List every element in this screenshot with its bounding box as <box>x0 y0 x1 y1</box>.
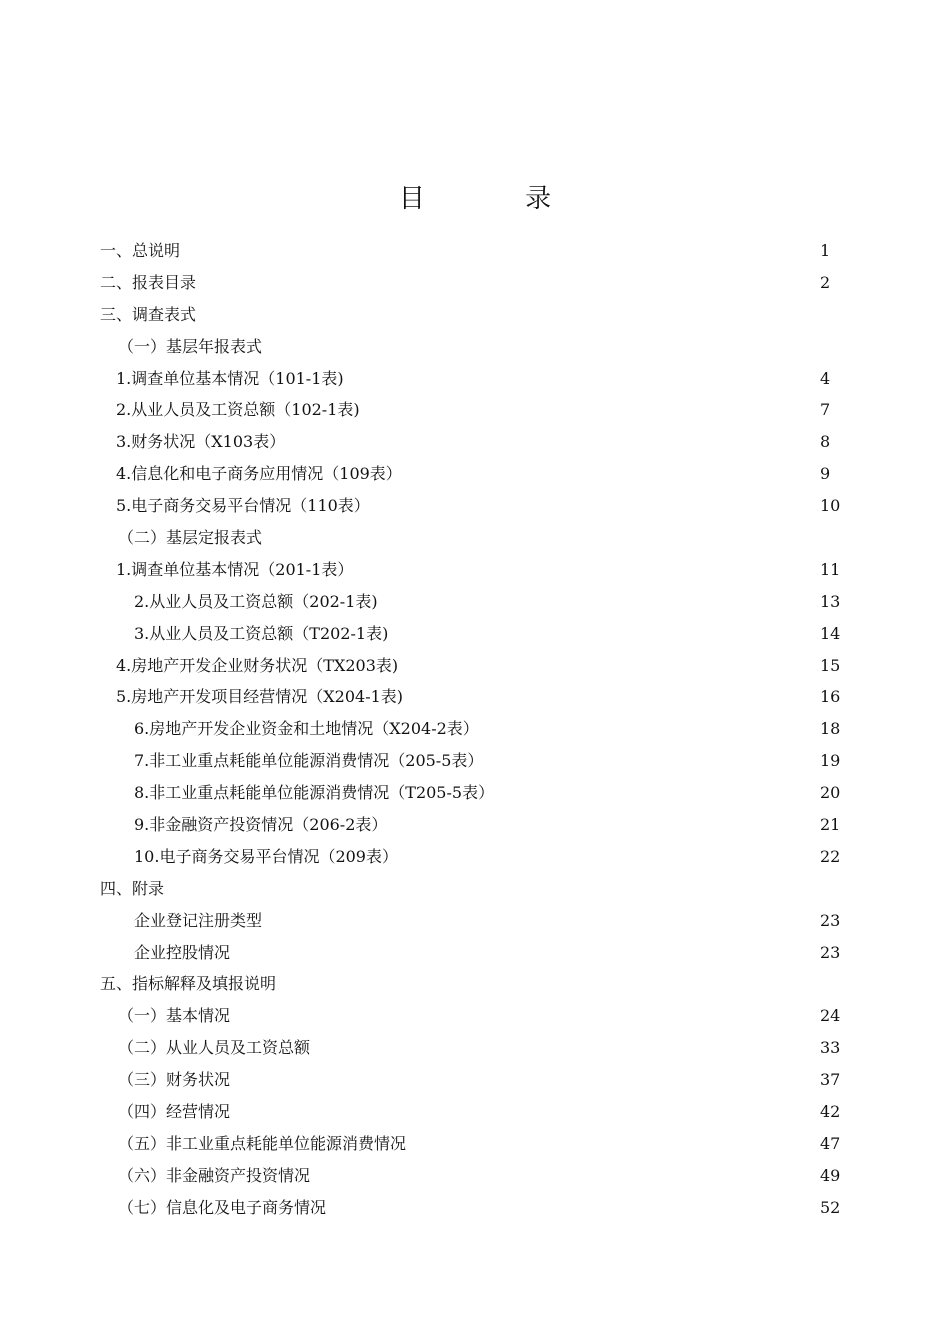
toc-entry[interactable] <box>0 522 950 554</box>
toc-entry-page-number: 15 <box>820 655 841 675</box>
toc-entry-page-number: 23 <box>820 942 841 962</box>
toc-entry-page-number: 1 <box>820 241 831 260</box>
toc-entry-label: 6.房地产开发企业资金和土地情况（X204-2表） <box>134 719 479 739</box>
toc-entry-label: 1.调查单位基本情况（101-1表) <box>116 368 344 388</box>
toc-entry[interactable] <box>0 681 950 713</box>
toc-entry-page-number: 20 <box>820 783 841 803</box>
toc-entry[interactable] <box>0 1032 950 1064</box>
toc-entry[interactable] <box>0 1000 950 1032</box>
toc-entry-page-number: 8 <box>820 432 831 452</box>
toc-entry[interactable] <box>0 363 950 395</box>
toc-entry-page-number: 7 <box>820 400 831 420</box>
toc-entry[interactable] <box>0 745 950 777</box>
toc-entry-label: 8.非工业重点耗能单位能源消费情况（T205-5表） <box>134 783 495 803</box>
toc-entry-label: 四、附录 <box>100 878 165 898</box>
toc-entry-page-number: 33 <box>820 1038 841 1058</box>
toc-entry[interactable] <box>0 1128 950 1160</box>
toc-entry-label: 企业登记注册类型 <box>134 910 263 930</box>
toc-entry[interactable] <box>0 618 950 650</box>
toc-entry-label: 5.电子商务交易平台情况（110表） <box>116 496 370 516</box>
toc-entry-page-number: 9 <box>820 464 831 484</box>
toc-entry-label: （三）财务状况 <box>118 1070 231 1090</box>
page-title: 目 录 <box>398 184 598 214</box>
toc-entry-label: 4.房地产开发企业财务状况（TX203表) <box>116 655 399 675</box>
toc-entry-label: 2.从业人员及工资总额（102-1表) <box>116 400 360 420</box>
toc-entry-page-number: 47 <box>820 1133 841 1153</box>
toc-entry-label: 五、指标解释及填报说明 <box>100 974 277 994</box>
toc-entry-label: 4.信息化和电子商务应用情况（109表） <box>116 464 402 484</box>
toc-entry-label: （二）基层定报表式 <box>118 528 263 548</box>
toc-entry-label: 一、总说明 <box>100 241 181 260</box>
toc-entry-label: （二）从业人员及工资总额 <box>118 1038 311 1058</box>
toc-entry-label: 2.从业人员及工资总额（202-1表) <box>134 591 378 611</box>
toc-entry-page-number: 10 <box>820 496 841 516</box>
toc-entry[interactable] <box>0 586 950 618</box>
toc-entry[interactable] <box>0 1160 950 1192</box>
toc-entry-page-number: 24 <box>820 1006 841 1026</box>
toc-entry-page-number: 22 <box>820 846 841 866</box>
toc-entry[interactable] <box>0 713 950 745</box>
toc-entry-page-number: 23 <box>820 910 841 930</box>
toc-entry[interactable] <box>0 968 950 1000</box>
toc-entry-page-number: 49 <box>820 1165 841 1185</box>
toc-entry-label: 3.财务状况（X103表） <box>116 432 286 452</box>
toc-entry-label: （一）基层年报表式 <box>118 336 263 356</box>
toc-entry[interactable] <box>0 841 950 873</box>
toc-entry[interactable] <box>0 331 950 363</box>
toc-entry[interactable] <box>0 650 950 682</box>
toc-entry-label: 7.非工业重点耗能单位能源消费情况（205-5表） <box>134 751 484 771</box>
toc-entry[interactable] <box>0 905 950 937</box>
toc-entry-label: （一）基本情况 <box>118 1006 231 1026</box>
toc-entry-page-number: 21 <box>820 815 841 835</box>
toc-entry-page-number: 42 <box>820 1102 841 1122</box>
toc-entry-label: （六）非金融资产投资情况 <box>118 1165 311 1185</box>
toc-entry-page-number: 11 <box>820 559 841 579</box>
toc-entry-label: 10.电子商务交易平台情况（209表） <box>134 846 398 866</box>
toc-entry[interactable] <box>0 458 950 490</box>
toc-entry-page-number: 13 <box>820 591 841 611</box>
toc-entry-page-number: 4 <box>820 368 831 388</box>
toc-entry[interactable] <box>0 873 950 905</box>
toc-entry[interactable] <box>0 777 950 809</box>
toc-entry-page-number: 2 <box>820 272 831 292</box>
toc-entry[interactable] <box>0 394 950 426</box>
toc-entry[interactable] <box>0 1192 950 1224</box>
toc-entry-label: 1.调查单位基本情况（201-1表） <box>116 559 354 579</box>
toc-entry-label: 企业控股情况 <box>134 942 231 962</box>
toc-entry-label: （七）信息化及电子商务情况 <box>118 1197 327 1217</box>
toc-entry-label: 3.从业人员及工资总额（T202-1表) <box>134 623 389 643</box>
toc-entry[interactable] <box>0 490 950 522</box>
toc-entry-page-number: 37 <box>820 1070 841 1090</box>
toc-entry[interactable] <box>0 267 950 299</box>
toc-entry[interactable] <box>0 235 950 267</box>
toc-entry-label: 9.非金融资产投资情况（206-2表） <box>134 815 388 835</box>
toc-entry-page-number: 52 <box>820 1197 841 1217</box>
toc-entry[interactable] <box>0 299 950 331</box>
toc-entry-label: 三、调查表式 <box>100 304 197 324</box>
toc-entry-page-number: 14 <box>820 623 841 643</box>
toc-entry-label: 二、报表目录 <box>100 272 197 292</box>
toc-entry[interactable] <box>0 937 950 969</box>
toc-entry-page-number: 19 <box>820 751 841 771</box>
toc-entry-label: （五）非工业重点耗能单位能源消费情况 <box>118 1133 407 1153</box>
table-of-contents <box>0 235 950 1224</box>
toc-entry-page-number: 18 <box>820 719 841 739</box>
toc-entry[interactable] <box>0 554 950 586</box>
toc-entry[interactable] <box>0 426 950 458</box>
toc-entry[interactable] <box>0 1064 950 1096</box>
toc-entry-label: （四）经营情况 <box>118 1102 231 1122</box>
toc-entry[interactable] <box>0 809 950 841</box>
toc-entry[interactable] <box>0 1096 950 1128</box>
toc-entry-label: 5.房地产开发项目经营情况（X204-1表) <box>116 687 404 707</box>
toc-entry-page-number: 16 <box>820 687 841 707</box>
